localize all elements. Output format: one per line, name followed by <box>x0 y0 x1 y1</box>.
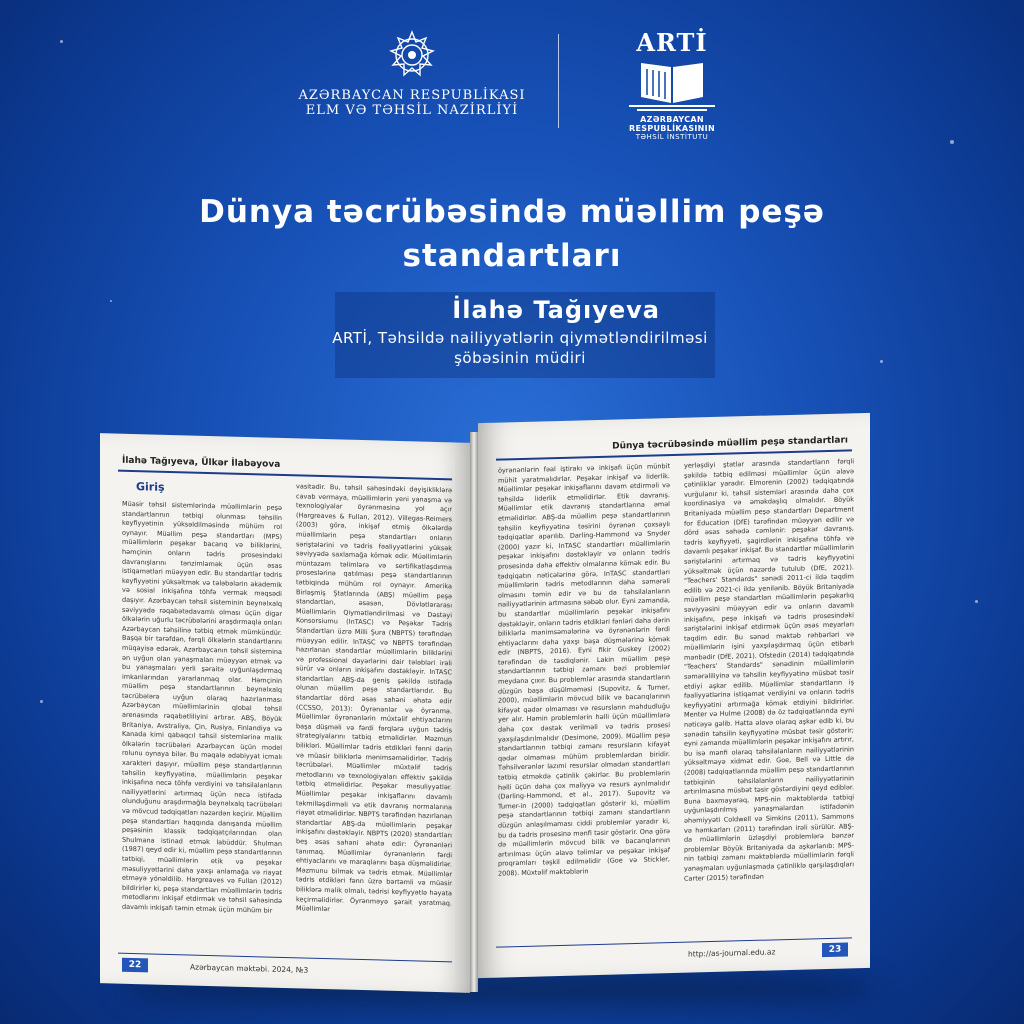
left-page-number: 22 <box>122 958 148 973</box>
page-title: Dünya təcrübəsində müəllim peşə standartları <box>199 194 825 274</box>
ministry-emblem-icon <box>385 28 439 82</box>
author-name: İlahə Tağıyeva <box>452 296 660 324</box>
sparkle-decoration <box>110 300 112 302</box>
right-running-head: Dünya təcrübəsində müəllim peşə standartları <box>612 435 848 452</box>
ministry-logo <box>292 28 532 118</box>
left-head-rule <box>118 470 452 481</box>
left-column-1: Müasir təhsil sistemlərində müəllimlərin peşə standartlarının tətbiqi olunması təhsilin keyfiyyətinin yüksəldilməsində mühüm rol oynayır. Müəllim peşə standartları (MPS) müəllimlərin peşəkar bacarıq və biliklərini, həmçinin onların tədris prosesindəki davranışlarını tənzimləmək üçün əsas istiqamətləri müəyyən edir. Bu standartlar tədris keyfiyyətini yüksəltmək və tələbələrin akademik və sosial inkişafına töhfə vermək məqsədi daşıyır. Azərbaycan təhsil sisteminin beynəlxalq səviyyədə rəqabətədavamlı olması üçün digər ölkələrin uğurlu təcrübələrini araşdırmaqla onları Azərbaycan təhsilinə tətbiq etmək mümkündür. Başqa bir tərəfdən, fərqli ölkələrin standartlarını müqayisə edərək, Azərbaycanın təhsil sistemina ən uyğun olan yanaşmaları müəyyən etmək və bu yanaşmaları yerli şəraitə uyğunlaşdırmaq imkanlarından yararlanmaq olar. Həmçinin müəllim peşə standartlarının beynəlxalq təcrübələrə uyğun olaraq hazırlanması Azərbaycan müəllimlərinin qlobal təhsil arenasında rəqabətliliyini artırar. ABŞ, Böyük Britaniya, Avstraliya, Çin, Rusiya, Finlandiya və Kanada kimi qabaqcıl təhsil sistemlərinə malik ölkələrin təcrübələri Azərbaycan üçün model rolunu oynaya bilər. Bu məqalə ədəbiyyat icmalı xarakteri daşıyır, müəllim peşə standartlarının təhsilin keyfiyyətinə, müəllimlərin peşəkar inkişafına necə töhfə verdiyini və təhsilalanların nailiyyətlərini artırmaq üçün necə istifadə olunduğunu araşdırmağla beynəlxalq təcrübələri və mövcud tədqiqatları nəzərdən keçirir. Müəllim peşə standartları haqqında danışanda müəllim peşəsinin klassik tədqiqatçılarından olan Shulmana istinad etmək labüddür. Shulman (1987) qeyd edir ki, müəllim peşə standartlarının tətbiqi, müəllimlərin etik və peşəkar məsuliyyətlərini daha yaxşı anlamağa və riayət etməyə yönəldilib. Hargreaves və Fullan (2012) bildirirlər ki, peşə standartları müəllimlərin tədris metodlarını inkişaf etdirmək və təhsil sahəsində davamlı inkişafı təmin etmək üçün mühüm bir <box>122 499 282 915</box>
left-column-2: vasitədir. Bu, təhsil sahəsindəki dəyişikliklərə cavab vermaya, müəllimlərin yeni yanaşma və texnologiyalar öyrənməsinə yol açır (Hargreaves & Fullan, 2012). Villegas-Reimers (2003) görə, inkişaf etmiş ölkələrdə müəllimlərin peşə standartları onların səriştələrini və tədris fəaliyyətlərini yüksək səviyyədə saxlamağa kömək edir. Müəllimlərin müntəzəm təlimlərə və sertifikatlaşdırma proseslərinə qatılması peşə standartlarının tətbiqində mühüm rol oynayır. Amerika Birləşmiş Ştatlarında (ABŞ) müəllim peşə standartları, əsasən, Dövlətlərarası Müəllimlərin Qiymətləndirilməsi və Dəstəyi Konsorsiumu (InTASC) və Peşəkar Tədris Standartları üzrə Milli Şura (NBPTS) tərəfindən müəyyən edilir. InTASC və NBPTS tərəfindən hazırlanan standartlar müəllimlərin biliklərini və professional dəyərlərini dair tələbləri irəli sürür və onların inkişafını dəstəkləyir. InTASC standartları ABŞ-da geniş şəkildə istifadə olunan müəllim peşə standartlarıdır. Bu standartlar dörd əsas sahəni əhatə edir (CCSSO, 2013): Öyrənənlər və öyrənmə. Müəllimlər öyrənənlərin müxtəlif ehtiyaclarını başa düşməli və fərdi fərqlərə uyğun tədris strategiyalarını tətbiq etməlidirlər. Məzmun bilikləri. Müəllimlər tədris etdikləri fənni dərin və müasir biliklərlə mənimsəməlidirlər. Tədris təcrübələri. Müəllimlər müxtəlif tədris metodlarını və texnologiyaları effektiv şəkildə tətbiq etməlidirlər. Peşəkar məsuliyyətlər. Müəllimlər peşəkar inkişaflarını davamlı təkmilləşdirməli və etik davranış normalarına riayət etməlidirlər. NBPTS tərəfindən hazırlanan standartlar ABŞ-da müəllimlərin peşəkar inkişafını dəstəkləyir. NBPTS (2020) standartları beş əsas sahəni əhatə edir: Öyrənənləri tanımaq. Müəllimlər öyrənənlərin fərdi ehtiyaclarını və maraqlarını başa düşməlidirlər. Məzmunu bilmək və tədris etmək. Müəllimlər tədris etdikləri fənn üzrə bərtəmli və müasir biliklərə malik olmalı, tədrisi keyfiyyətlə həyata keçirməlidirlər. Öyrənməyə şərait yaratmaq. Müəllimlər <box>296 482 452 914</box>
header <box>0 28 1024 141</box>
left-footer: Azərbaycan məktəbi. 2024, №3 <box>190 962 309 975</box>
journal-spine <box>470 432 478 992</box>
arti-subtitle-line1: AZƏRBAYCAN RESPUBLİKASININ <box>629 115 715 133</box>
arti-subtitle-line2: TƏHSİL İNSTİTUTU <box>635 133 709 141</box>
right-footer: http://as-journal.edu.az <box>688 947 776 959</box>
journal-spread <box>100 418 880 988</box>
header-divider <box>558 34 559 128</box>
author-role: ARTİ, Təhsildə nailiyyətlərin qiymətləndirilməsi şöbəsinin müdiri <box>332 329 708 367</box>
left-running-head: İlahə Tağıyeva, Ülkər İlabəyova <box>122 455 281 470</box>
arti-logo <box>598 28 746 141</box>
right-foot-rule <box>496 937 852 947</box>
ministry-name-line1: AZƏRBAYCAN RESPUBLİKASI <box>298 88 526 103</box>
arti-name: ARTİ <box>636 28 708 57</box>
ministry-name-line2: ELM VƏ TƏHSİL NAZİRLİYİ <box>305 103 519 118</box>
sparkle-decoration <box>40 700 43 703</box>
right-column-2: yerləşdiyi ştatlar arasında standartların fərqli şəkildə tətbiq edilməsi müəllimlər üçün əlavə çətinliklər yaradır. Elmorenin (2002) tədqiqatında vurğulanır ki, təhsil sistemləri arasında daha çox koordinasiya və əməkdaşlıq olmalıdır. Böyük Britaniyada müəllim peşə standartları Department for Education (DfE) tərəfindən müəyyən edilir və dörd əsas sahədə cəmlənir: peşəkar davranış, tədris keyfiyyəti, şagirdlərin inkişafına töhfə və davamlı peşəkar inkişaf. Bu standartlar müəllimlərin səriştələrini artırmaq və tədris keyfiyyətini yüksəltmək üçün nəzərdə tutulub (DfE, 2021). "Teachers' Standards" sənədi 2011-ci ildə təqdim edilib və 2021-ci ildə yenilənib. Böyük Britaniyada müəllim peşə standartları müəllimlərin peşəkarlıq səviyyəsini müəyyən edir və onların davamlı inkişafını, peşə inkişafı və tədris prosesindəki səriştələrini inkişaf etdirmək üçün əsas meyarları təqdim edir. Bu sənəd məktəb rəhbərləri və müəllimlərin işini yaxşılaşdırmaq üçün etibarlı mənbədir (DfE, 2021). Ofstedin (2014) tədqiqatında "Teachers' Standards" sənədinin müəllimlərin səmərəliliyinə və təhsilin keyfiyyətinə müsbət təsir etdiyi aşkar edilib. Müəllimlər standartların iş fəaliyyətlərinə istiqamət verdiyini və onların tədris keyfiyyətini artırmağa kömək etdiyini bildirirlər. Menter və Hulme (2008) də öz tədqiqatlarında eyni nəticəyə gəlib. Hatta əlavə olaraq aşkar edib ki, bu sənədin təhsilin keyfiyyətinə müsbət təsir göstərir; eyni zamanda müəllimlərin peşəkar inkişafını artırır, bu isə mənfi olaraq təhsilalanların nailiyyətlərinin yüksəltməyə xidmət edir. Goe, Bell və Little də (2008) tədqiqatlarında müəllim peşə standartlarının tətbiqinin təhsilalanların nailiyyətlərinin artırılmasına müsbət təsir göstərdiyini qeyd ediblər. Buna baxmayaraq, MPS-nin məktəblərdə tətbiqi uyğunlaşdırılmış yanaşmalardan istifadənin əhəmiyyəti Coldwell və Simkins (2011), Sammons və həmkarları (2011) tərəfindən irəli sürülür. ABŞ-da müəllimlərin üzləşdiyi problemlərə bənzər problemlər Böyük Britaniyada da aşkarlanıb: MPS-nin tətbiqi zamanı məktəblərdə müəllimlərin fərqli yanaşmaları uyğunlaşmada çətinliklə qarşılaşdıqları Carter (2015) tərəfindən <box>684 457 854 883</box>
journal-left-page <box>100 433 470 993</box>
section-heading: Giriş <box>136 480 165 494</box>
sparkle-decoration <box>950 140 954 144</box>
journal-right-page <box>478 413 870 978</box>
open-book-icon <box>627 59 717 113</box>
sparkle-decoration <box>880 360 883 363</box>
right-column-1: öyrənənlərin fəal iştirakı və inkişafı üçün münbit mühit yaratmalıdırlar. Peşəkar inkişaf və liderlik. Müəllimlər peşəkar inkişaflarını davam etdirməli və təhsildə liderlik etməlidirlər. Etik davranış. Müəllimlər etik davranış standartlarına əməl etməlidirlər. ABŞ-da müəllim peşə standartlarının təhsilin keyfiyyətinə təsirini öyrənən çoxsaylı tədqiqatlar aparılıb. Darling-Hammond və Snyder (2000) yazır ki, InTASC standartları müəllimlərin peşəkar inkişafını dəstəkləyir və onların tədris prosesində daha effektiv olmalarına kömək edir. Bu tədqiqatın nəticələrinə görə, InTASC standartları müəllimlərin tədris metodlarının daha səmərəli olmasını təmin edir və bu da təhsilalanların nailiyyətlərinin artmasına səbəb olur. Eyni zamanda, bu standartlar müəllimlərin peşəkar inkişafını dəstəkləyir, onların tədris etdikləri fənləri daha dərin biliklərlə mənimsəmələrinə və öyrənənlərin fərdi ehtiyaclarını daha yaxşı başa düşmələrinə kömək edir (NBPTS, 2016). Eyni fikir Guskey (2002) tərəfindən də təsdiqlənir. Lakin müəllim peşə standartlarının tətbiqi zamanı bəzi problemlər meydana çıxır. Bu problemlər arasında standartların düzgün başa düşülməməsi (Supovitz, & Turner, 2000), müəllimlərin mövcud bilik və bacarıqlarının kifayət qədər olmaması və resursların məhdudluğu yer alır. Həmin problemlərin həlli üçün müəllimlərə daha çox dəstək verilməli və tədris prosesi yaxşılaşdırılmalıdır (Desimone, 2009). Müəllim peşə standartlarının tətbiqi zamanı resursların kifayət qədər olmaması mühüm problemlərdən biridir. Təhsilverənlər lazımi resurslar olmadan standartları tətbiq etməkdə çətinlik çəkirlər. Bu problemlərin həlli üçün daha çox maliyyə və resurs ayrılmalıdır (Darling-Hammond, et al., 2017). Supovitz və Turner-in (2000) tədqiqatları göstərir ki, müəllim peşə standartlarının tətbiqi zamanı standartların düzgün anlaşılmaması ciddi problemlər yaradır ki, bu da tədris prosesinə mənfi təsir göstərir. Ona görə də müəllimlərin mövcud bilik və bacarıqlarının artırılması üçün əlavə təlimlər və peşəkar inkişaf proqramları təşkil edilməlidir (Goe və Stickler, 2008). Müxtəlif məktəblərin <box>498 462 670 878</box>
left-foot-rule <box>118 953 452 963</box>
sparkle-decoration <box>975 600 978 603</box>
right-page-number: 23 <box>822 942 848 957</box>
